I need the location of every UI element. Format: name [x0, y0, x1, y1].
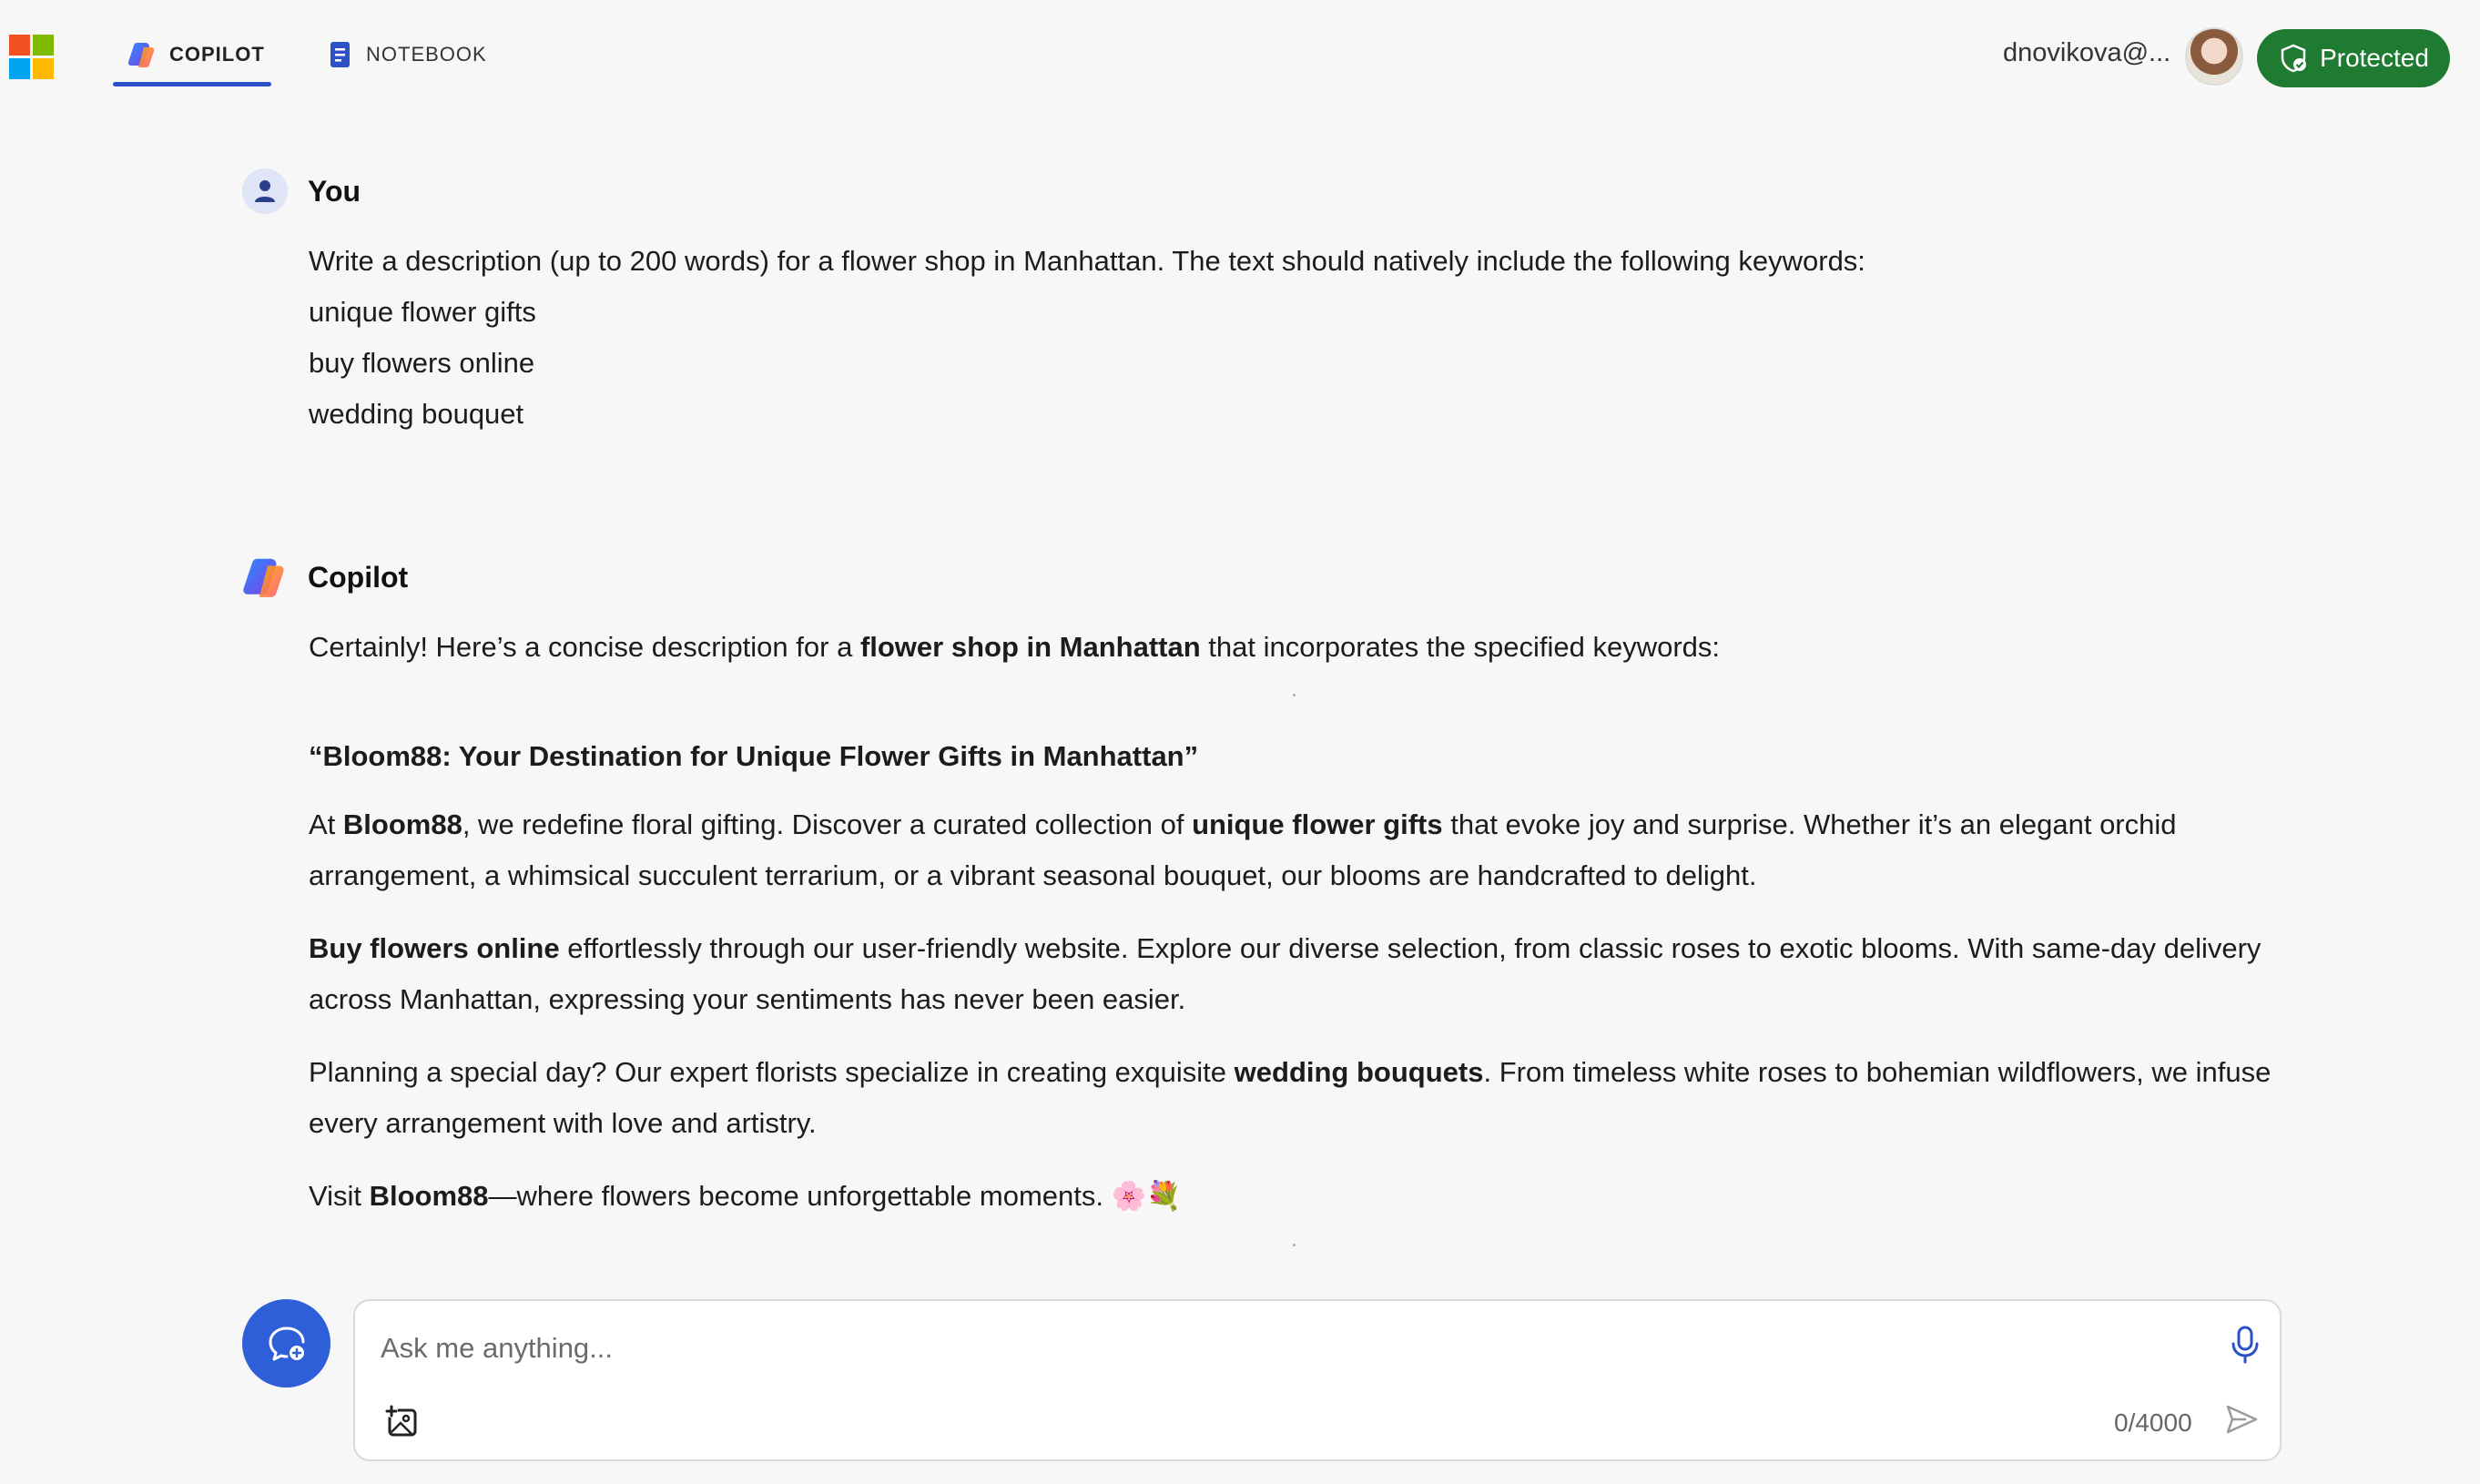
chat-input[interactable] — [381, 1321, 2165, 1376]
p4-text: —where flowers become unforgettable moments. 🌸💐 — [488, 1180, 1182, 1212]
copilot-paragraph-1 — [309, 799, 2293, 901]
p3-text: . From timeless white roses to bohemian wildflowers, we infuse every arrangement with love and artistry. — [309, 1056, 2272, 1139]
separator-dot — [1293, 694, 1296, 696]
p2-text: effortlessly through our user-friendly website. Explore our diverse selection, from classic roses to exotic blooms. With same-day delivery across Manhattan, expressing your sentiments has never been easier. — [309, 932, 2261, 1015]
copilot-icon — [242, 554, 288, 600]
tab-copilot[interactable] — [127, 22, 265, 87]
composer — [353, 1299, 2282, 1461]
copilot-icon — [127, 40, 157, 69]
user-message-line: wedding bouquet — [309, 398, 524, 430]
protected-label: Protected — [2320, 44, 2429, 72]
p1-text: At — [309, 808, 343, 840]
user-avatar-icon — [242, 168, 288, 214]
tab-notebook-label: NOTEBOOK — [366, 43, 487, 66]
notebook-icon — [328, 40, 353, 69]
microphone-icon[interactable] — [2227, 1325, 2263, 1365]
tab-copilot-label: COPILOT — [169, 43, 265, 66]
tab-notebook[interactable] — [328, 22, 487, 87]
intro-bold: flower shop in Manhattan — [859, 631, 1201, 663]
p3-text: Planning a special day? Our expert florists specialize in creating exquisite — [309, 1056, 1235, 1088]
new-chat-button[interactable] — [242, 1299, 330, 1387]
p1-bold: unique flower gifts — [1192, 808, 1443, 840]
copilot-heading — [309, 731, 1198, 782]
user-sender-name: You — [308, 174, 361, 208]
copilot-sender-name: Copilot — [308, 560, 409, 594]
intro-text: Certainly! Here’s a concise description for a — [309, 631, 860, 663]
active-tab-indicator — [113, 82, 271, 86]
user-message-line: Write a description (up to 200 words) for a flower shop in Manhattan. The text should natively include the following keywords: — [309, 245, 1865, 277]
copilot-paragraph-4 — [309, 1171, 1182, 1222]
heading-text: “Bloom88: Your Destination for Unique Flower Gifts in Manhattan” — [309, 740, 1199, 772]
user-message-line: buy flowers online — [309, 347, 535, 379]
p4-text: Visit — [309, 1180, 370, 1212]
user-message-header — [242, 168, 361, 214]
send-icon[interactable] — [2223, 1401, 2260, 1438]
p3-bold: wedding bouquets — [1234, 1056, 1484, 1088]
p1-bold: Bloom88 — [342, 808, 462, 840]
copilot-paragraph-3 — [309, 1047, 2293, 1149]
separator-dot — [1293, 1244, 1296, 1246]
copilot-paragraph-2 — [309, 923, 2293, 1025]
p1-text: , we redefine floral gifting. Discover a curated collection of — [462, 808, 1193, 840]
new-chat-icon — [264, 1321, 310, 1367]
p2-bold: Buy flowers online — [309, 932, 560, 964]
p1-text: that evoke joy and surprise. Whether it’s an elegant orchid arrangement, a whimsical succulent terrarium, or a vibrant seasonal bouquet, our blooms are handcrafted to delight. — [309, 808, 2177, 891]
user-email[interactable]: dnovikova@... — [2003, 38, 2171, 67]
character-counter: 0/4000 — [2114, 1408, 2192, 1437]
user-message-line: unique flower gifts — [309, 296, 536, 328]
top-bar — [0, 0, 2480, 100]
intro-text: that incorporates the specified keywords: — [1200, 631, 1721, 663]
microsoft-logo-icon[interactable] — [9, 35, 54, 79]
copilot-intro — [309, 622, 1720, 673]
protected-badge[interactable] — [2257, 29, 2450, 87]
add-image-icon[interactable] — [384, 1403, 421, 1439]
shield-check-icon — [2278, 43, 2309, 74]
p4-bold: Bloom88 — [369, 1180, 489, 1212]
copilot-message-header — [242, 554, 408, 600]
avatar[interactable] — [2185, 27, 2243, 86]
